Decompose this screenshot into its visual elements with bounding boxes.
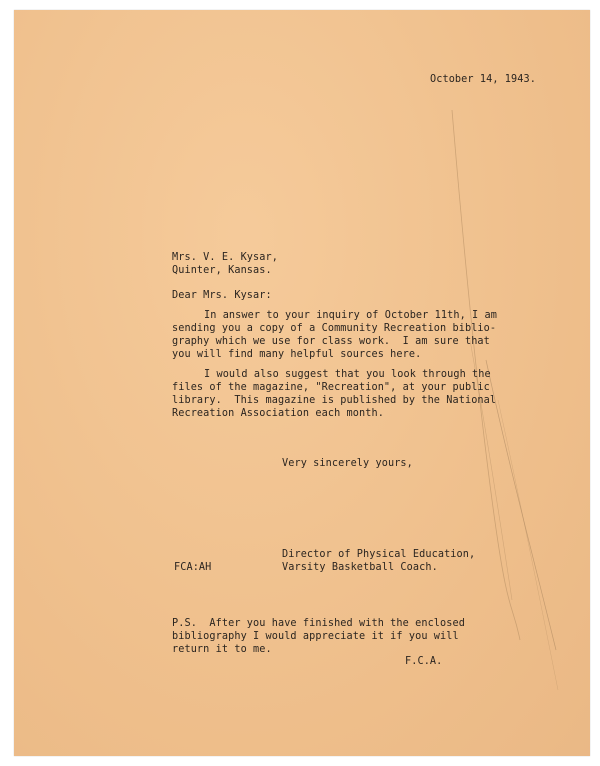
recipient-name: Mrs. V. E. Kysar,: [172, 252, 278, 263]
paragraph-2-line: files of the magazine, "Recreation", at your public: [172, 382, 490, 393]
paragraph-1-line: you will find many helpful sources here.: [172, 349, 422, 360]
paragraph-2-line: Recreation Association each month.: [172, 408, 384, 419]
salutation: Dear Mrs. Kysar:: [172, 290, 272, 301]
closing: Very sincerely yours,: [282, 458, 413, 469]
signature-title-line: Varsity Basketball Coach.: [282, 562, 438, 573]
postscript-line: bibliography I would appreciate it if you will: [172, 631, 459, 642]
signature-title-line: Director of Physical Education,: [282, 549, 476, 560]
recipient-city: Quinter, Kansas.: [172, 265, 272, 276]
paragraph-1-line: sending you a copy of a Community Recreation biblio-: [172, 323, 497, 334]
postscript-line: return it to me.: [172, 644, 272, 655]
postscript-initials: F.C.A.: [405, 656, 443, 667]
paragraph-2-line: I would also suggest that you look through the: [204, 369, 491, 380]
paragraph-1-line: graphy which we use for class work. I am sure that: [172, 336, 490, 347]
typist-initials: FCA:AH: [174, 562, 212, 573]
paragraph-1-line: In answer to your inquiry of October 11th, I am: [204, 310, 497, 321]
postscript-line: P.S. After you have finished with the enclosed: [172, 618, 465, 629]
letter-date: October 14, 1943.: [430, 74, 536, 85]
paragraph-2-line: library. This magazine is published by the National: [172, 395, 497, 406]
